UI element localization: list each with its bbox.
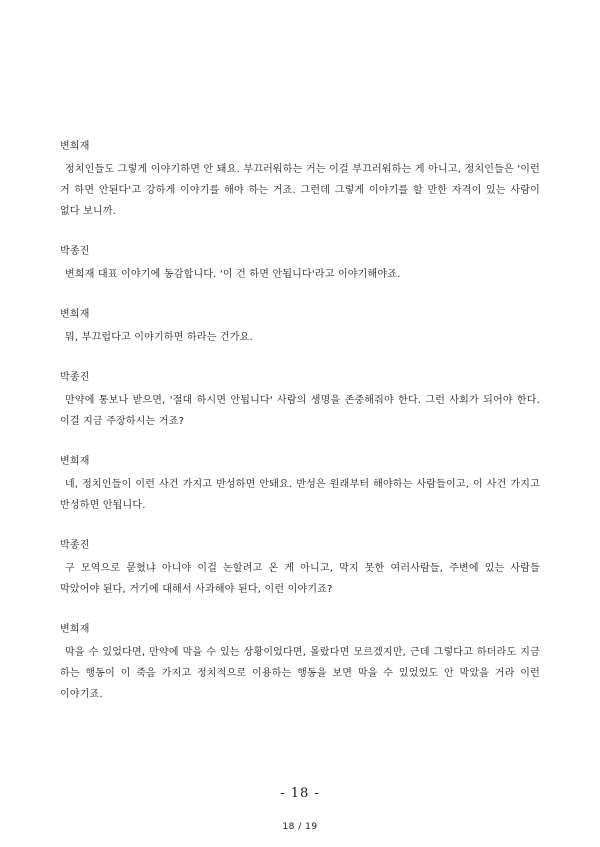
speech-text: 만약에 통보나 받으면, '절대 하시면 안됩니다' 사람의 생명을 존중해줘야 한다. 그런 사회가 되어야 한다. 이걸 지금 주장하시는 거죠?: [60, 395, 540, 427]
speech-text: 구 모역으로 묻혔냐 아니야 이걸 논할려고 온 게 아니고, 막지 못한 여러사람들, 주변에 있는 사람들 막았어야 된다, 거기에 대해서 사과해야 된다, 이런 이야기죠?: [60, 563, 540, 595]
transcript-block: [60, 370, 540, 432]
transcript-block: [60, 454, 540, 516]
speaker-name: 변희재: [60, 309, 90, 320]
transcript: [60, 139, 540, 727]
speaker-name: 변희재: [60, 141, 90, 152]
speech-text: 변희재 대표 이야기에 동감합니다. '이 건 하면 안됩니다'라고 이야기해야죠.: [65, 269, 401, 280]
speaker-name: 박종진: [60, 540, 90, 551]
transcript-block: [60, 307, 540, 348]
page-count: 18 / 19: [282, 822, 318, 832]
speaker-name: 변희재: [60, 624, 90, 635]
speech-text: 정치인들도 그렇게 이야기하면 안 돼요. 부끄러워하는 거는 이걸 부끄러워하는 게 아니고, 정치인들은 '이런 거 하면 안된다'고 강하게 이야기를 해야 하는 거죠. 그런데 그렇게 이야기를 할 만한 자격이 있는 사람이 없다 보니까.: [60, 164, 540, 217]
transcript-block: [60, 139, 540, 222]
speaker-name: 박종진: [60, 372, 90, 383]
speaker-name: 변희재: [60, 456, 90, 467]
speaker-name: 박종진: [60, 246, 90, 257]
speech-text: 네, 정치인들이 이런 사건 가지고 반성하면 안돼요. 반성은 원래부터 해야하는 사람들이고, 이 사건 가지고 반성하면 안됩니다.: [60, 479, 540, 511]
page-number: - 18 -: [280, 786, 320, 801]
transcript-block: [60, 244, 540, 285]
speech-text: 막을 수 있었다면, 만약에 막을 수 있는 상황이었다면, 몰랐다면 모르겠지만, 근데 그렇다고 하더라도 지금 하는 행동이 이 죽음 가지고 정치적으로 이용하는 행동을 보면 막을 수 있었었도 안 막았을 거라 이런 이야기죠.: [60, 647, 540, 700]
transcript-block: [60, 622, 540, 705]
transcript-block: [60, 538, 540, 600]
speech-text: 뭐, 부끄럽다고 이야기하면 하라는 건가요.: [65, 332, 253, 343]
